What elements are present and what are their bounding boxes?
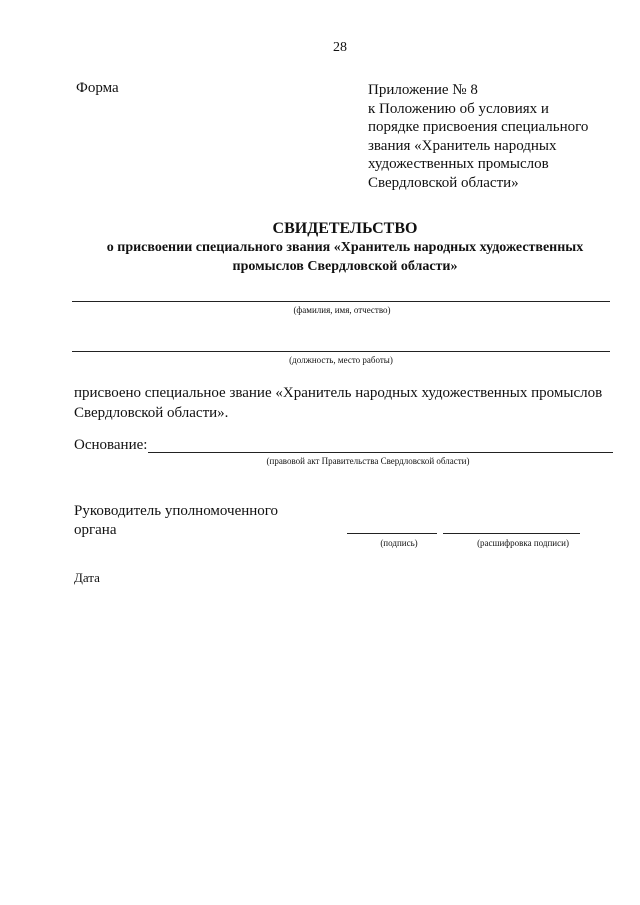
appendix-line: художественных промыслов [368,156,549,173]
page-number: 28 [333,40,347,55]
appendix-line: Свердловской области» [368,174,519,191]
date-label: Дата [74,570,100,585]
appendix-line: Приложение № 8 [368,82,478,98]
form-label: Форма [76,80,119,96]
basis-caption: (правовой акт Правительства Свердловской области) [266,456,470,466]
head-label-line: Руководитель уполномоченного [74,503,279,519]
position-field-line[interactable] [72,351,610,352]
appendix-block [368,81,588,193]
signature-caption: (подпись) [380,538,418,548]
certificate-subtitle-line: о присвоении специального звания «Хранитель народных художественных [106,240,584,255]
name-field-caption [72,305,610,315]
certificate-subtitle-line: промыслов Свердловской области» [232,259,458,274]
decryption-field-line[interactable] [443,533,580,534]
appendix-line: звания «Хранитель народных [368,137,557,154]
signature-field-line[interactable] [347,533,437,534]
body-text [74,384,602,423]
name-field-line[interactable] [72,301,610,302]
basis-field-line[interactable] [148,452,613,453]
position-field-caption [72,355,610,365]
name-caption-text: (фамилия, имя, отчество) [293,305,391,315]
basis-label: Основание: [74,437,148,453]
body-text-line: присвоено специальное звание «Хранитель народных художественных промыслов [74,385,603,401]
position-caption-text: (должность, место работы) [289,355,393,365]
appendix-line: порядке присвоения специального [368,119,589,136]
certificate-title: СВИДЕТЕЛЬСТВО [272,220,418,237]
decryption-caption: (расшифровка подписи) [477,538,569,548]
head-label-line: органа [74,522,117,538]
body-text-line: Свердловской области». [74,404,229,421]
appendix-line: к Положению об условиях и [368,100,549,117]
head-label [74,502,278,540]
certificate-subtitle [0,238,640,276]
